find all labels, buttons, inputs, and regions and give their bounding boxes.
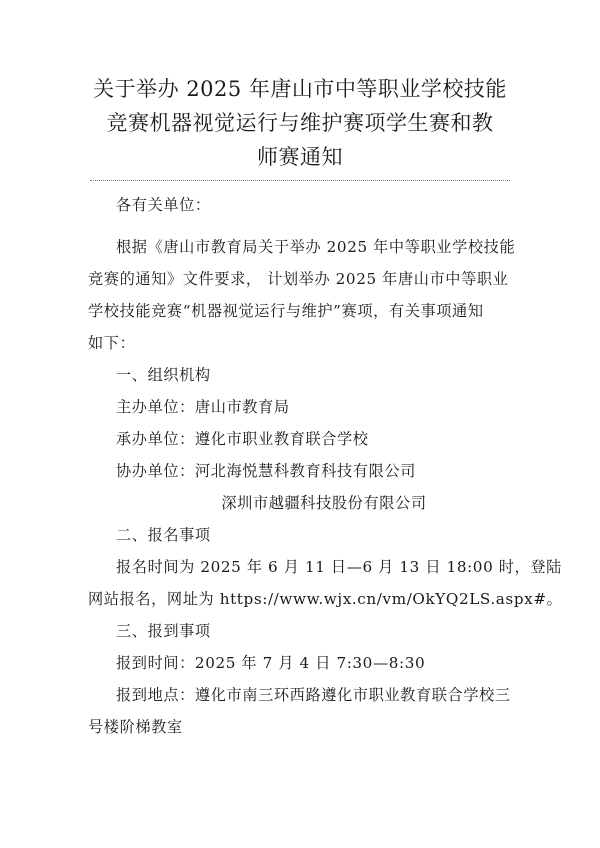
intro-line-3: 学校技能竞赛“机器视觉运行与维护”赛项，有关事项通知 [88, 302, 484, 320]
co-organizer-unit: 协办单位：河北海悦慧科教育科技有限公司 [116, 462, 416, 480]
salutation: 各有关单位： [116, 196, 211, 214]
document-title [70, 72, 530, 174]
organizer-unit: 承办单位：遵化市职业教育联合学校 [116, 430, 369, 448]
checkin-location-line-2: 号楼阶梯教室 [88, 718, 183, 736]
checkin-time: 报到时间：2025 年 7 月 4 日 7:30—8:30 [116, 654, 426, 672]
title-line-2: 竞赛机器视觉运行与维护赛项学生赛和教 [106, 111, 494, 135]
host-unit: 主办单位：唐山市教育局 [116, 398, 290, 416]
title-line-3: 师赛通知 [257, 145, 343, 169]
title-line-1: 关于举办 2025 年唐山市中等职业学校技能 [93, 77, 507, 101]
intro-line-4: 如下： [88, 334, 136, 352]
title-divider [90, 180, 510, 181]
document-body [88, 190, 563, 744]
registration-line-2: 网站报名，网址为 https://www.wjx.cn/vm/OkYQ2LS.aspx#。 [88, 590, 563, 608]
registration-line-1: 报名时间为 2025 年 6 月 11 日—6 月 13 日 18:00 时，登陆 [116, 558, 562, 576]
section-heading-organization: 一、组织机构 [116, 366, 211, 384]
section-heading-checkin: 三、报到事项 [116, 622, 211, 640]
section-heading-registration: 二、报名事项 [116, 526, 211, 544]
checkin-location-line-1: 报到地点：遵化市南三环西路遵化市职业教育联合学校三 [116, 686, 511, 704]
intro-line-1: 根据《唐山市教育局关于举办 2025 年中等职业学校技能 [116, 238, 516, 256]
co-organizer-unit-2: 深圳市越疆科技股份有限公司 [221, 494, 427, 512]
intro-line-2: 竞赛的通知》文件要求， 计划举办 2025 年唐山市中等职业 [88, 270, 509, 288]
